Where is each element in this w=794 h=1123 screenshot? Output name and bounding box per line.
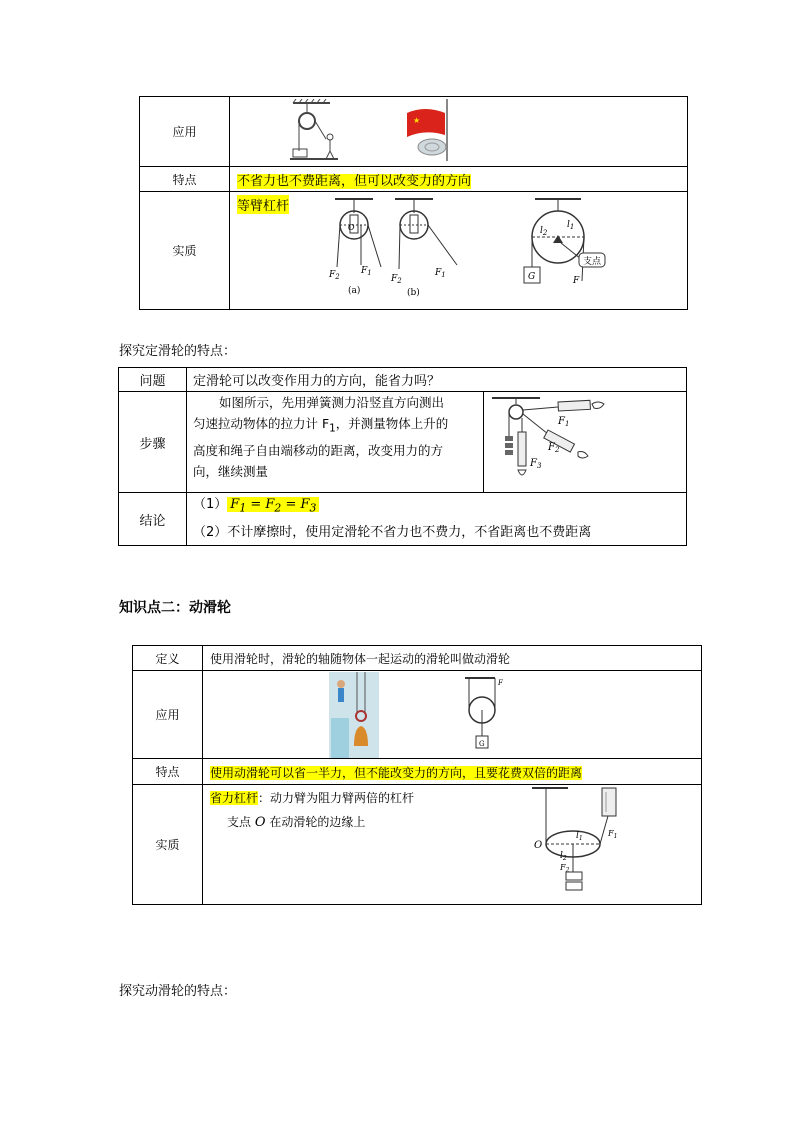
steps-line-4: 向，继续测量 [193, 463, 269, 479]
row-label-feature [133, 759, 203, 785]
label-f3: $F_3$ [530, 458, 542, 470]
label-text: 实质 [155, 838, 180, 852]
movable-pulley-table [132, 645, 702, 905]
caption-b: (b) [407, 288, 420, 298]
label-text: 应用 [155, 708, 180, 722]
pulley-figure-c [524, 199, 605, 286]
row-label-definition [133, 646, 203, 671]
pulley-figure-a [328, 199, 381, 296]
fixed-pulley-application-figure [290, 99, 490, 165]
label-f2: $F_2$ [560, 863, 570, 874]
label-l1: $l_1$ [567, 220, 575, 231]
row-label-steps [119, 392, 187, 493]
conclusion-item-1 [193, 493, 686, 521]
question-text: 定滑轮可以改变作用力的方向，能省力吗？ [187, 368, 687, 392]
essence-tag-suffix: ：动力臂为阻力臂两倍的杠杆 [258, 791, 415, 805]
label-text: 结论 [139, 513, 166, 529]
label-text: 特点 [172, 172, 197, 187]
steps-line-1: 如图所示，先用弹簧测力沿竖直方向测出 [219, 395, 445, 410]
steps-sub: 1 [329, 422, 336, 435]
label-o: O [534, 840, 543, 851]
essence-line-2-suffix: 在动滑轮的边缘上 [269, 815, 366, 829]
label-g: G [479, 740, 485, 748]
label-fulcrum: 支点 [583, 257, 602, 267]
movable-pulley-feature-text: 使用动滑轮可以省一半力，但不能改变力的方向，且要花费双倍的距离 [210, 766, 583, 780]
row-label-essence [140, 192, 230, 310]
label-text: 步骤 [139, 436, 166, 452]
label-g: G [528, 272, 536, 282]
essence-cell [203, 785, 702, 905]
row-label-question [119, 368, 187, 392]
movable-pulley-lever-figure [528, 786, 638, 904]
conclusion-item-2: （2）不计摩擦时，使用定滑轮不省力也不费力，不省距离也不费距离 [193, 524, 592, 540]
essence-line-1 [210, 789, 414, 806]
label-f2: $F_2$ [548, 442, 560, 454]
movable-pulley-schematic [465, 678, 504, 748]
label-f: F [573, 276, 580, 286]
label-text: 问题 [139, 374, 166, 389]
section-title-explore-fixed: 探究定滑轮的特点： [119, 344, 237, 359]
person-lifting-bell-illustration [329, 672, 379, 758]
label-text: 特点 [155, 765, 180, 779]
equal-arm-lever-tag: 等臂杠杆 [237, 195, 289, 214]
steps-line-2-b: ，并测量物体上升的 [335, 416, 449, 431]
explore-fixed-pulley-table [118, 367, 687, 546]
section-title-movable-pulley: 知识点二：动滑轮 [119, 600, 231, 616]
steps-line-2-a: 匀速拉动物体的拉力计 F [193, 416, 330, 431]
row-label-application [133, 671, 203, 759]
fixed-pulley-feature-text: 不省力也不费距离，但可以改变力的方向 [237, 173, 472, 189]
steps-line-2 [193, 413, 483, 440]
label-text: 定义 [155, 651, 180, 666]
label-o: O [348, 223, 355, 232]
application-cell [230, 97, 688, 167]
label-f: F [498, 679, 503, 687]
steps-figure-cell [484, 392, 687, 493]
essence-line-2 [227, 813, 365, 830]
fixed-pulley-lever-figure [315, 195, 675, 307]
row-label-application [140, 97, 230, 167]
labor-saving-lever-tag: 省力杠杆 [210, 791, 259, 805]
label-f1: $F_1$ [608, 829, 618, 840]
spring-scale-pulling-figure [488, 394, 688, 490]
conclusion-item-1-prefix: （1） [193, 497, 228, 513]
steps-line-3: 高度和绳子自由端移动的距离，改变用力的方 [193, 442, 444, 458]
row-label-essence [133, 785, 203, 905]
label-f1: $F_1$ [361, 266, 372, 277]
label-text: 实质 [172, 244, 197, 258]
label-text: 应用 [172, 125, 197, 139]
caption-a: (a) [348, 286, 361, 296]
pulley-figure-b [390, 199, 457, 298]
label-f1: $F_1$ [558, 416, 570, 428]
essence-cell [230, 192, 688, 310]
label-f1: $F_1$ [435, 268, 446, 279]
svg-text:★: ★ [413, 116, 421, 125]
flag-raising-illustration [407, 99, 447, 161]
conclusion-formula: $F_1 = F_2 = F_3$ [227, 497, 319, 512]
essence-line-2-prefix: 支点 [227, 815, 252, 829]
label-l1: $l_1$ [576, 831, 583, 842]
section-title-explore-movable: 探究动滑轮的特点： [119, 984, 237, 999]
row-label-conclusion [119, 493, 187, 546]
essence-line-2-o: O [254, 815, 266, 830]
application-cell [203, 671, 702, 759]
fixed-pulley-table [139, 96, 688, 310]
conclusion-cell [187, 493, 687, 546]
label-f2: $F_2$ [329, 270, 340, 281]
fixed-pulley-well-illustration [290, 99, 338, 159]
label-f2: $F_2$ [391, 274, 402, 285]
steps-text [187, 392, 484, 493]
movable-pulley-application-figure [329, 672, 529, 758]
row-label-feature [140, 167, 230, 192]
label-l2: $l_2$ [540, 226, 548, 237]
label-l2: $l_2$ [560, 851, 567, 862]
definition-text: 使用滑轮时，滑轮的轴随物体一起运动的滑轮叫做动滑轮 [203, 646, 702, 671]
